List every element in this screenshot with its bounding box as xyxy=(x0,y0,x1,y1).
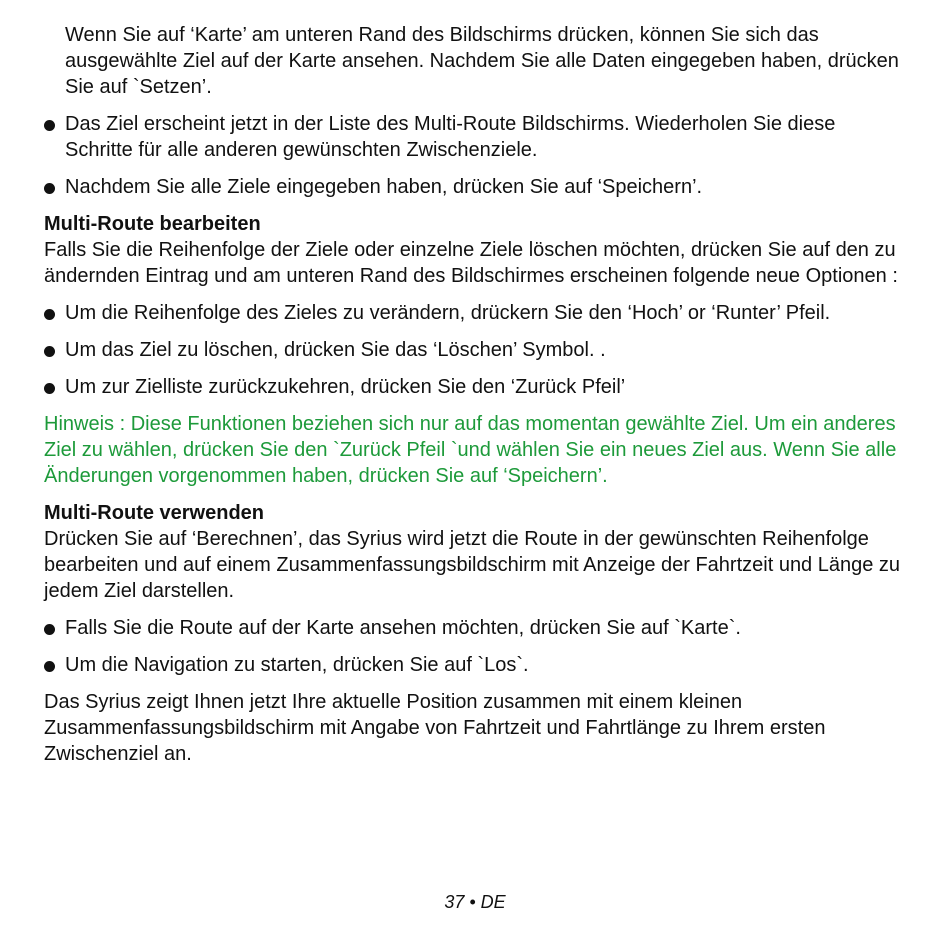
list-item-text: Falls Sie die Route auf der Karte ansehen möchten, drücken Sie auf `Karte`. xyxy=(65,617,741,639)
list-item xyxy=(44,300,904,326)
manual-page xyxy=(44,22,904,767)
list-item xyxy=(44,111,904,163)
closing-paragraph: Das Syrius zeigt Ihnen jetzt Ihre aktuelle Position zusammen mit einem kleinen Zusammenfassungsbildschirm mit Angabe von Fahrtzeit und Fahrtlänge zu Ihrem ersten Zwischenziel an. xyxy=(44,691,826,765)
bullet-icon xyxy=(44,661,55,672)
list-item-text: Um die Navigation zu starten, drücken Sie auf `Los`. xyxy=(65,654,529,676)
bullet-icon xyxy=(44,309,55,320)
list-item xyxy=(44,615,904,641)
intro-continuation: Wenn Sie auf ‘Karte’ am unteren Rand des Bildschirms drücken, können Sie sich das ausgewählte Ziel auf der Karte ansehen. Nachdem Sie alle Daten eingegeben haben, drücken Sie auf `Setzen’. xyxy=(65,24,899,98)
list-item xyxy=(44,337,904,363)
section-use-body: Drücken Sie auf ‘Berechnen’, das Syrius wird jetzt die Route in der gewünschten Reihenfolge bearbeiten und auf einem Zusammenfassungsbildschirm mit Anzeige der Fahrtzeit und Länge zu jedem Ziel darstellen. xyxy=(44,528,901,602)
list-item xyxy=(44,174,904,200)
bullet-icon xyxy=(44,120,55,131)
list-item-text: Um das Ziel zu löschen, drücken Sie das ‘Löschen’ Symbol. . xyxy=(65,339,606,361)
page-number: 37 • DE xyxy=(444,892,506,912)
list-item-text: Um die Reihenfolge des Zieles zu verändern, drückern Sie den ‘Hoch’ or ‘Runter’ Pfeil. xyxy=(65,302,831,324)
list-item xyxy=(44,652,904,678)
section-heading-use: Multi-Route verwenden xyxy=(44,502,265,524)
section-heading-edit: Multi-Route bearbeiten xyxy=(44,213,261,235)
list-item-text: Nachdem Sie alle Ziele eingegeben haben, drücken Sie auf ‘Speichern’. xyxy=(65,176,703,198)
bullet-icon xyxy=(44,383,55,394)
bullet-icon xyxy=(44,346,55,357)
list-item xyxy=(44,374,904,400)
bullet-icon xyxy=(44,183,55,194)
note-text: Hinweis : Diese Funktionen beziehen sich nur auf das momentan gewählte Ziel. Um ein anderes Ziel zu wählen, drücken Sie den `Zurück Pfeil `und wählen Sie ein neues Ziel aus. Wenn Sie alle Änderungen vorgenommen haben, drücken Sie auf ‘Speichern’. xyxy=(44,413,897,487)
section-edit-body: Falls Sie die Reihenfolge der Ziele oder einzelne Ziele löschen möchten, drücken Sie auf den zu ändernden Eintrag und am unteren Rand des Bildschirmes erscheinen folgende neue Optionen : xyxy=(44,239,898,287)
list-item-text: Das Ziel erscheint jetzt in der Liste des Multi-Route Bildschirms. Wiederholen Sie diese Schritte für alle anderen gewünschten Zwischenziele. xyxy=(65,113,836,161)
list-item-text: Um zur Zielliste zurückzukehren, drücken Sie den ‘Zurück Pfeil’ xyxy=(65,376,626,398)
bullet-icon xyxy=(44,624,55,635)
